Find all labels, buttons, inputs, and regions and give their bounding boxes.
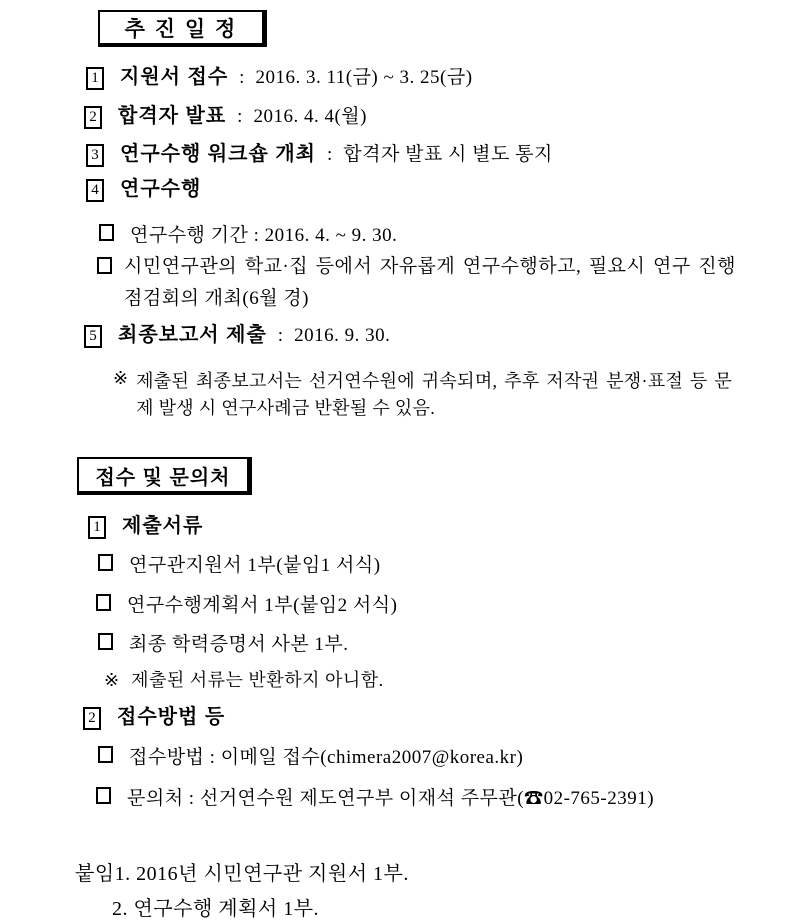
schedule-item-3-value: 합격자 발표 시 별도 통지: [343, 144, 553, 165]
schedule-sub-item-1-text: 연구수행 기간 : 2016. 4. ~ 9. 30.: [130, 225, 398, 246]
reference-mark-icon: ※: [104, 670, 120, 690]
attachment-line-1-text: 붙임1. 2016년 시민연구관 지원서 1부.: [75, 863, 409, 885]
contact-note: [104, 666, 384, 692]
document-list-item-1: [98, 550, 381, 577]
method-item-2: [96, 783, 654, 810]
method-item-1-text: 접수방법 : 이메일 접수(chimera2007@korea.kr): [129, 747, 524, 768]
checkbox-icon: [98, 633, 113, 650]
attachment-line-1: [75, 857, 409, 886]
schedule-item-5: [84, 318, 390, 348]
document-list-item-3-text: 최종 학력증명서 사본 1부.: [129, 634, 349, 655]
checkbox-icon: [96, 594, 111, 611]
schedule-sub-item-2: [97, 251, 742, 315]
schedule-note-text: 제출된 최종보고서는 선거연수원에 귀속되며, 추후 저작권 분쟁·표절 등 문제 발생 시 연구사례금 반환될 수 있음.: [136, 371, 733, 418]
schedule-item-1-label: 지원서 접수: [120, 66, 229, 88]
colon: :: [239, 67, 245, 88]
schedule-item-5-label: 최종보고서 제출: [118, 324, 267, 346]
contact-item-2: [83, 700, 225, 730]
schedule-item-2: [84, 99, 367, 129]
contact-section-title-box: [77, 457, 252, 495]
document-list-item-1-text: 연구관지원서 1부(붙임1 서식): [129, 555, 381, 576]
checkbox-icon: [98, 746, 113, 763]
attachment-line-2: [112, 892, 319, 920]
boxed-number-1-icon: 1: [88, 516, 106, 539]
schedule-item-3: [86, 137, 553, 167]
schedule-section-title-box: [98, 10, 267, 47]
boxed-number-1-icon: 1: [86, 67, 104, 90]
contact-note-text: 제출된 서류는 반환하지 아니함.: [131, 670, 384, 690]
contact-item-1-label: 제출서류: [122, 515, 204, 537]
colon: :: [277, 325, 284, 346]
schedule-sub-item-1: [99, 220, 397, 247]
schedule-item-4-label: 연구수행: [120, 178, 202, 200]
boxed-number-5-icon: 5: [84, 325, 102, 348]
boxed-number-2-icon: 2: [83, 707, 101, 730]
schedule-sub-item-2-text: 시민연구관의 학교·집 등에서 자유롭게 연구수행하고, 필요시 연구 진행 점검회의 개최(6월 경): [124, 256, 736, 309]
schedule-item-2-label: 합격자 발표: [118, 105, 227, 127]
document-list-item-2-text: 연구수행계획서 1부(붙임2 서식): [127, 595, 398, 616]
schedule-item-1-value: 2016. 3. 11(금) ~ 3. 25(금): [255, 67, 473, 88]
schedule-item-3-label: 연구수행 워크숍 개최: [120, 143, 316, 165]
boxed-number-4-icon: 4: [86, 179, 104, 202]
method-item-1: [98, 742, 523, 769]
schedule-item-2-value: 2016. 4. 4(월): [253, 106, 367, 127]
document-list-item-3: [98, 629, 349, 656]
schedule-item-5-value: 2016. 9. 30.: [294, 325, 391, 346]
colon: :: [237, 106, 243, 127]
schedule-section-title: 추 진 일 정: [124, 17, 238, 41]
schedule-item-1: [86, 60, 473, 90]
boxed-number-2-icon: 2: [84, 106, 102, 129]
schedule-item-4: [86, 172, 201, 202]
contact-section-title: 접수 및 문의처: [95, 466, 231, 489]
document-list-item-2: [96, 590, 397, 617]
checkbox-icon: [97, 257, 112, 274]
checkbox-icon: [96, 787, 111, 804]
contact-item-1: [88, 509, 203, 539]
colon: :: [327, 144, 333, 165]
reference-mark-icon: ※: [113, 368, 129, 388]
boxed-number-3-icon: 3: [86, 144, 104, 167]
contact-item-2-label: 접수방법 등: [117, 706, 226, 728]
schedule-note: [113, 368, 738, 422]
method-item-2-text: 문의처 : 선거연수원 제도연구부 이재석 주무관(☎02-765-2391): [127, 788, 655, 809]
checkbox-icon: [99, 224, 114, 241]
checkbox-icon: [98, 554, 113, 571]
attachment-line-2-text: 2. 연구수행 계획서 1부.: [112, 898, 320, 920]
